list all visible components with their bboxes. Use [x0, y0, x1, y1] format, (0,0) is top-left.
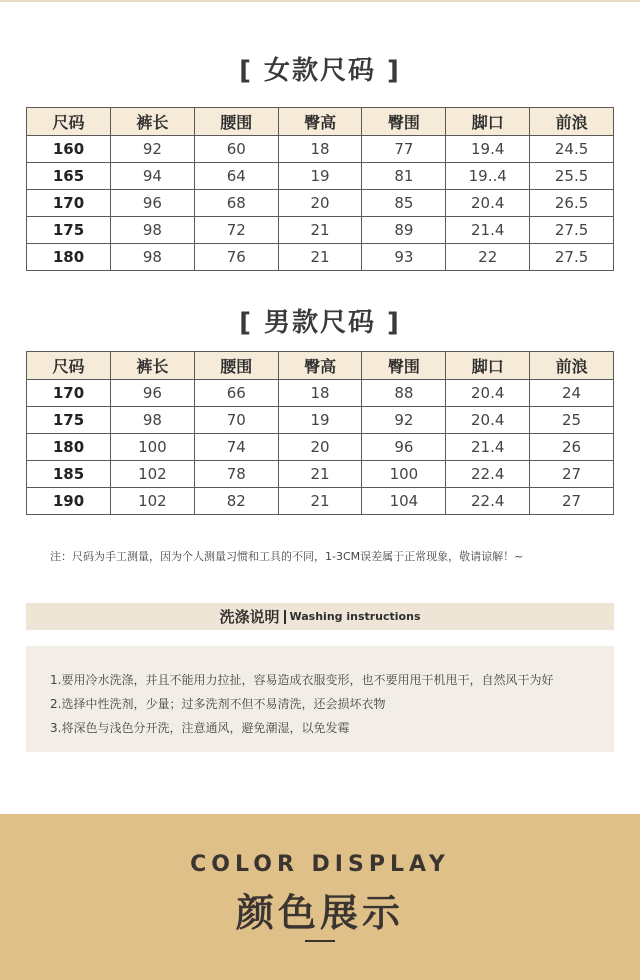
table-cell: 96 — [362, 434, 446, 461]
column-header: 脚口 — [446, 108, 530, 136]
column-header: 裤长 — [111, 108, 195, 136]
column-header: 臀高 — [278, 352, 362, 380]
table-row — [27, 136, 614, 163]
table-cell: 22.4 — [446, 461, 530, 488]
table-cell: 76 — [194, 244, 278, 271]
size-cell: 180 — [27, 434, 111, 461]
table-cell: 25.5 — [530, 163, 614, 190]
table-cell: 21.4 — [446, 217, 530, 244]
table-cell: 21 — [278, 461, 362, 488]
table-cell: 100 — [111, 434, 195, 461]
size-cell: 185 — [27, 461, 111, 488]
wash-instruction-3: 3.将深色与浅色分开洗，注意通风，避免潮湿，以免发霉 — [50, 721, 350, 735]
table-cell: 20 — [278, 434, 362, 461]
column-header: 臀围 — [362, 108, 446, 136]
column-header: 裤长 — [111, 352, 195, 380]
table-cell: 21 — [278, 244, 362, 271]
color-display-title-en: COLOR DISPLAY — [190, 852, 450, 877]
column-header: 腰围 — [194, 108, 278, 136]
table-cell: 98 — [111, 244, 195, 271]
color-display-banner — [0, 814, 640, 980]
title-separator — [284, 610, 286, 624]
table-cell: 19.4 — [446, 136, 530, 163]
table-cell: 26.5 — [530, 190, 614, 217]
washing-title-cn: 洗涤说明 — [219, 608, 280, 626]
table-cell: 20 — [278, 190, 362, 217]
table-row — [27, 407, 614, 434]
table-cell: 21 — [278, 217, 362, 244]
table-cell: 72 — [194, 217, 278, 244]
table-cell: 94 — [111, 163, 195, 190]
washing-instructions-box — [26, 646, 614, 752]
table-cell: 93 — [362, 244, 446, 271]
table-cell: 24 — [530, 380, 614, 407]
table-cell: 20.4 — [446, 380, 530, 407]
column-header: 前浪 — [530, 108, 614, 136]
table-cell: 85 — [362, 190, 446, 217]
table-cell: 21 — [278, 488, 362, 515]
table-cell: 21.4 — [446, 434, 530, 461]
column-header: 臀围 — [362, 352, 446, 380]
size-cell: 170 — [27, 380, 111, 407]
column-header: 脚口 — [446, 352, 530, 380]
wash-instruction-1: 1.要用冷水洗涤，并且不能用力拉扯，容易造成衣服变形，也不要用甩干机甩干，自然风干为好 — [50, 673, 554, 687]
table-cell: 18 — [278, 380, 362, 407]
table-row — [27, 190, 614, 217]
table-cell: 77 — [362, 136, 446, 163]
table-cell: 60 — [194, 136, 278, 163]
table-cell: 88 — [362, 380, 446, 407]
table-row — [27, 461, 614, 488]
table-cell: 19 — [278, 163, 362, 190]
table-cell: 18 — [278, 136, 362, 163]
table-cell: 26 — [530, 434, 614, 461]
table-cell: 24.5 — [530, 136, 614, 163]
footer-dash — [305, 940, 335, 942]
men-size-table — [26, 351, 614, 515]
table-cell: 92 — [362, 407, 446, 434]
top-divider — [0, 0, 640, 2]
table-cell: 100 — [362, 461, 446, 488]
column-header: 腰围 — [194, 352, 278, 380]
table-cell: 96 — [111, 380, 195, 407]
table-cell: 20.4 — [446, 190, 530, 217]
column-header: 臀高 — [278, 108, 362, 136]
table-row — [27, 434, 614, 461]
table-cell: 27 — [530, 488, 614, 515]
table-cell: 74 — [194, 434, 278, 461]
table-cell: 27 — [530, 461, 614, 488]
table-cell: 22.4 — [446, 488, 530, 515]
table-cell: 81 — [362, 163, 446, 190]
size-cell: 175 — [27, 407, 111, 434]
table-row — [27, 217, 614, 244]
size-cell: 180 — [27, 244, 111, 271]
table-cell: 102 — [111, 461, 195, 488]
table-cell: 82 — [194, 488, 278, 515]
table-header-row — [27, 108, 614, 136]
table-cell: 19..4 — [446, 163, 530, 190]
size-cell: 190 — [27, 488, 111, 515]
table-cell: 66 — [194, 380, 278, 407]
table-header-row — [27, 352, 614, 380]
men-size-title: [ 男款尺码 ] — [239, 308, 401, 338]
washing-title-en: Washing instructions — [289, 610, 421, 623]
table-cell: 102 — [111, 488, 195, 515]
table-cell: 70 — [194, 407, 278, 434]
size-cell: 175 — [27, 217, 111, 244]
table-cell: 27.5 — [530, 244, 614, 271]
column-header: 尺码 — [27, 108, 111, 136]
table-cell: 96 — [111, 190, 195, 217]
table-cell: 27.5 — [530, 217, 614, 244]
size-cell: 165 — [27, 163, 111, 190]
column-header: 尺码 — [27, 352, 111, 380]
column-header: 前浪 — [530, 352, 614, 380]
table-cell: 98 — [111, 217, 195, 244]
table-cell: 20.4 — [446, 407, 530, 434]
table-cell: 64 — [194, 163, 278, 190]
size-cell: 160 — [27, 136, 111, 163]
table-cell: 68 — [194, 190, 278, 217]
wash-instruction-2: 2.选择中性洗剂，少量；过多洗剂不但不易清洗，还会损坏衣物 — [50, 697, 386, 711]
table-row — [27, 244, 614, 271]
table-row — [27, 488, 614, 515]
table-cell: 25 — [530, 407, 614, 434]
table-cell: 22 — [446, 244, 530, 271]
washing-header — [26, 603, 614, 630]
table-cell: 89 — [362, 217, 446, 244]
table-cell: 98 — [111, 407, 195, 434]
table-cell: 104 — [362, 488, 446, 515]
table-cell: 19 — [278, 407, 362, 434]
table-row — [27, 380, 614, 407]
table-row — [27, 163, 614, 190]
women-size-title: [ 女款尺码 ] — [239, 56, 401, 86]
table-cell: 78 — [194, 461, 278, 488]
women-size-table — [26, 107, 614, 271]
table-cell: 92 — [111, 136, 195, 163]
color-display-title-cn: 颜色展示 — [235, 891, 404, 935]
measurement-note: 注：尺码为手工测量，因为个人测量习惯和工具的不同，1-3CM误差属于正常现象，敬请谅解！~ — [50, 550, 524, 563]
size-cell: 170 — [27, 190, 111, 217]
